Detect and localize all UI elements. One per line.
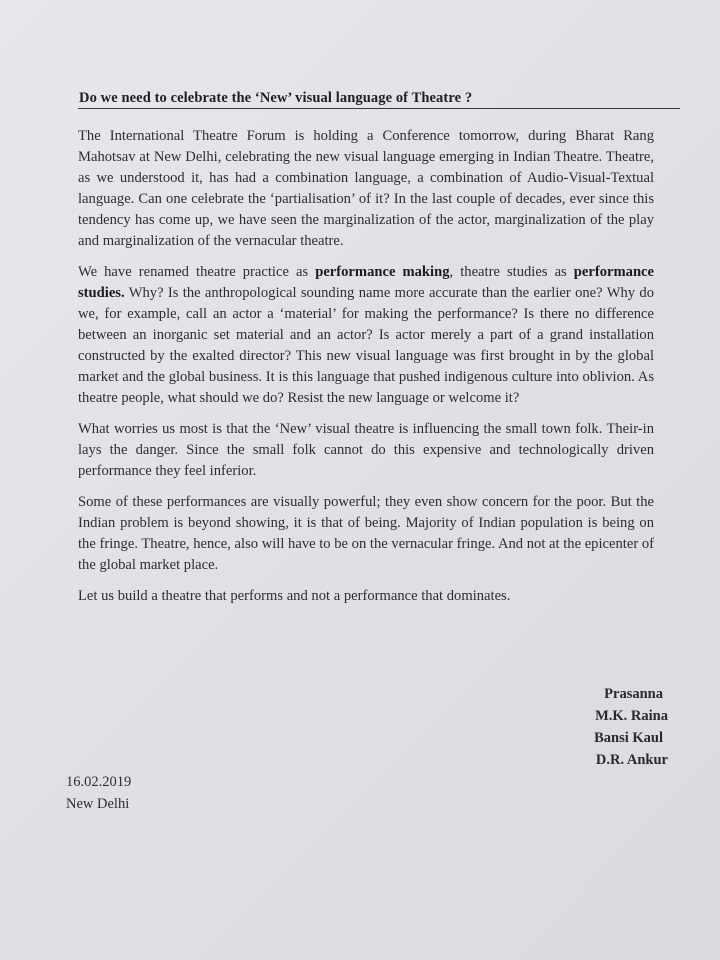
document-date: 16.02.2019: [66, 774, 132, 790]
paragraph-2: [78, 262, 654, 409]
signatory-name: D.R. Ankur: [595, 752, 668, 768]
date-place-block: [66, 771, 266, 815]
paragraph-2-bold-b: performance studies.: [78, 264, 655, 301]
paragraph-1: The International Theatre Forum is holding a Conference tomorrow, during Bharat Rang Mahotsav at New Delhi, celebrating the new visual language emerging in Indian Theatre. Theatre, as we understood it, has had a combination language, a combination of Audio-Visual-Textual language. Can one celebrate the ‘partialisation’ of it? In the last couple of decades, ever since this tendency has come up, we have seen the marginalization of the actor, marginalization of the play and marginalization of the vernacular theatre.: [78, 128, 654, 249]
document-heading: Do we need to celebrate the ‘New’ visual language of Theatre ?: [79, 90, 473, 106]
paragraph-3: What worries us most is that the ‘New’ visual theatre is influencing the small town folk. Their-in lays the danger. Since the small folk cannot do this expensive and technologically driven performance they feel inferior.: [78, 421, 654, 479]
signatory-name: Bansi Kaul: [594, 730, 663, 746]
paragraph-2-text-c: Why? Is the anthropological sounding name more accurate than the earlier one? Why do we, for example, call an actor a ‘material’ for making the performance? Is there no difference between an inorganic set material and an actor? Is actor merely a part of a grand installation constructed by the exalted director? This new visual language was first brought in by the global market and the global business. It is this language that pushed indigenous culture into oblivion. As theatre people, what should we do? Resist the new language or welcome it?: [78, 285, 654, 406]
paragraph-5: Let us build a theatre that performs and not a performance that dominates.: [78, 588, 511, 604]
paragraph-4: Some of these performances are visually powerful; they even show concern for the poor. But the Indian problem is beyond showing, it is that of being. Majority of Indian population is being on the fringe. Theatre, hence, also will have to be on the vernacular fringe. And not at the epicenter of the global market place.: [78, 494, 654, 573]
paragraph-2-text-b: , theatre studies as: [449, 264, 574, 280]
paragraph-2-bold-a: performance making: [315, 264, 450, 280]
paragraph-2-text-a: We have renamed theatre practice as: [78, 264, 316, 280]
signatories-block: [468, 683, 668, 771]
signatory-name: Prasanna: [604, 686, 663, 702]
signatory-name: M.K. Raina: [595, 708, 668, 724]
document-place: New Delhi: [66, 796, 130, 812]
heading-underline: [78, 108, 680, 109]
document-body: [78, 126, 654, 617]
